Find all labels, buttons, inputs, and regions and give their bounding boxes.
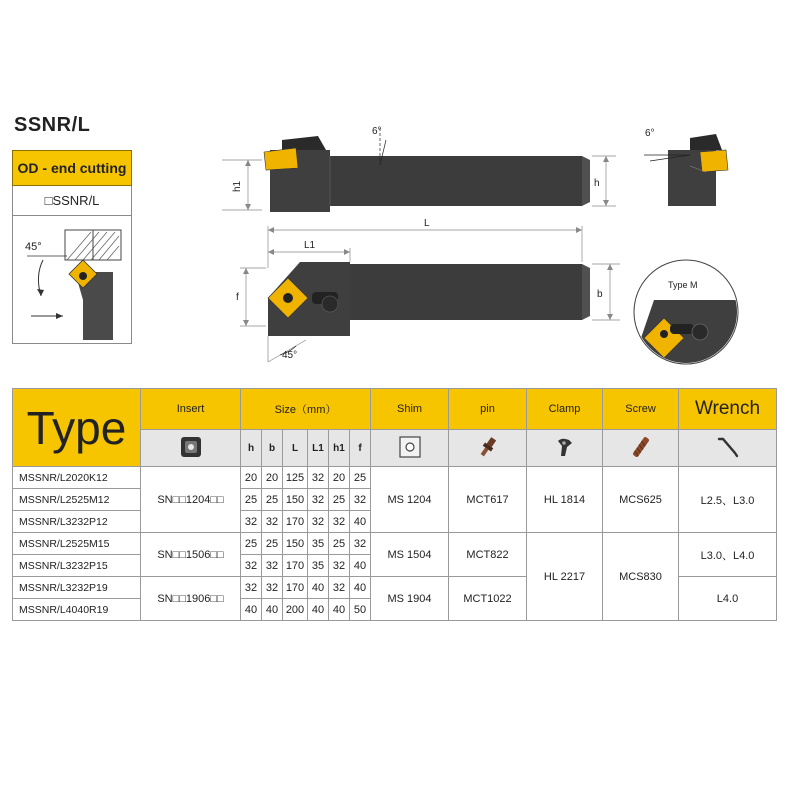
dim-col-b: b [262, 430, 283, 467]
cell-L1: 40 [308, 577, 329, 599]
cell-f: 40 [350, 577, 371, 599]
header-row [13, 389, 777, 430]
clamp-cell: HL 1814 [527, 467, 603, 533]
cell-h: 32 [241, 577, 262, 599]
cell-L1: 32 [308, 511, 329, 533]
dim-L: L [424, 218, 430, 229]
cell-h: 32 [241, 555, 262, 577]
dim-f: f [236, 292, 239, 303]
cell-h1: 25 [329, 489, 350, 511]
cell-b: 20 [262, 467, 283, 489]
cell-h1: 32 [329, 555, 350, 577]
dim-col-h1: h1 [329, 430, 350, 467]
header-pin: pin [449, 389, 527, 430]
cell-L: 150 [283, 533, 308, 555]
screw-cell: MCS625 [603, 467, 679, 533]
cell-b: 32 [262, 511, 283, 533]
angle-side: 6° [645, 128, 655, 139]
cell-h1: 32 [329, 577, 350, 599]
header-clamp: Clamp [527, 389, 603, 430]
header-shim: Shim [371, 389, 449, 430]
wrench-cell: L2.5、L3.0 [679, 467, 777, 533]
wrench-cell: L4.0 [679, 577, 777, 621]
clamp-cell: HL 2217 [527, 533, 603, 621]
table-row [13, 467, 777, 489]
model-cell: MSSNR/L4040R19 [13, 599, 141, 621]
header-insert: Insert [141, 389, 241, 430]
cell-h: 20 [241, 467, 262, 489]
insert-cell: SN□□1906□□ [141, 577, 241, 621]
insert-cell: SN□□1204□□ [141, 467, 241, 533]
dim-col-h: h [241, 430, 262, 467]
type-m-label: Type M [668, 280, 698, 290]
header-wrench: Wrench [679, 389, 777, 430]
header-type: Type [13, 389, 141, 467]
model-cell: MSSNR/L2020K12 [13, 467, 141, 489]
cell-L: 150 [283, 489, 308, 511]
pin-cell: MCT822 [449, 533, 527, 577]
header-screw: Screw [603, 389, 679, 430]
cell-L: 170 [283, 577, 308, 599]
cell-L1: 35 [308, 555, 329, 577]
cell-f: 32 [350, 489, 371, 511]
angle-top: 6° [372, 126, 382, 137]
cell-h: 40 [241, 599, 262, 621]
tool-code-label: □SSNR/L [12, 186, 132, 216]
cell-f: 25 [350, 467, 371, 489]
pin-cell: MCT617 [449, 467, 527, 533]
screw-icon [603, 430, 679, 467]
cell-h1: 32 [329, 511, 350, 533]
pin-icon [449, 430, 527, 467]
pin-cell: MCT1022 [449, 577, 527, 621]
cell-L: 125 [283, 467, 308, 489]
dim-h: h [594, 178, 600, 189]
cell-b: 40 [262, 599, 283, 621]
cell-h1: 40 [329, 599, 350, 621]
tool-drawing [0, 0, 800, 380]
cell-b: 25 [262, 489, 283, 511]
header-size: Size（mm） [241, 389, 371, 430]
cell-b: 32 [262, 555, 283, 577]
cell-L: 170 [283, 511, 308, 533]
cell-L: 200 [283, 599, 308, 621]
wrench-icon [679, 430, 777, 467]
cell-f: 40 [350, 511, 371, 533]
shim-cell: MS 1204 [371, 467, 449, 533]
screw-cell: MCS830 [603, 533, 679, 621]
cell-L1: 40 [308, 599, 329, 621]
cell-L: 170 [283, 555, 308, 577]
cell-h1: 20 [329, 467, 350, 489]
dim-b: b [597, 289, 603, 300]
clamp-icon [527, 430, 603, 467]
side-view [222, 126, 616, 212]
model-cell: MSSNR/L2525M15 [13, 533, 141, 555]
od-end-cutting-label: OD - end cutting [12, 150, 132, 186]
dim-L1: L1 [304, 240, 316, 251]
cell-f: 40 [350, 555, 371, 577]
sketch-angle: 45° [25, 241, 42, 253]
cell-f: 32 [350, 533, 371, 555]
product-title: SSNR/L [14, 114, 91, 136]
cell-f: 50 [350, 599, 371, 621]
dim-h1: h1 [232, 180, 243, 192]
end-view [644, 128, 728, 206]
cell-h1: 25 [329, 533, 350, 555]
cell-L1: 35 [308, 533, 329, 555]
cell-L1: 32 [308, 489, 329, 511]
insert-icon [141, 430, 241, 467]
model-cell: MSSNR/L3232P15 [13, 555, 141, 577]
shim-icon [371, 430, 449, 467]
model-cell: MSSNR/L2525M12 [13, 489, 141, 511]
dim-col-f: f [350, 430, 371, 467]
type-m-detail [630, 260, 740, 370]
dim-col-L1: L1 [308, 430, 329, 467]
cell-h: 25 [241, 489, 262, 511]
cell-h: 25 [241, 533, 262, 555]
cell-b: 32 [262, 577, 283, 599]
cell-L1: 32 [308, 467, 329, 489]
angle-plan: 45° [282, 350, 298, 361]
shim-cell: MS 1504 [371, 533, 449, 577]
shim-cell: MS 1904 [371, 577, 449, 621]
table-row [13, 533, 777, 555]
cell-b: 25 [262, 533, 283, 555]
wrench-cell: L3.0、L4.0 [679, 533, 777, 577]
model-cell: MSSNR/L3232P19 [13, 577, 141, 599]
insert-cell: SN□□1506□□ [141, 533, 241, 577]
plan-view [236, 218, 620, 362]
model-cell: MSSNR/L3232P12 [13, 511, 141, 533]
dim-col-L: L [283, 430, 308, 467]
cell-h: 32 [241, 511, 262, 533]
spec-table [12, 388, 777, 621]
